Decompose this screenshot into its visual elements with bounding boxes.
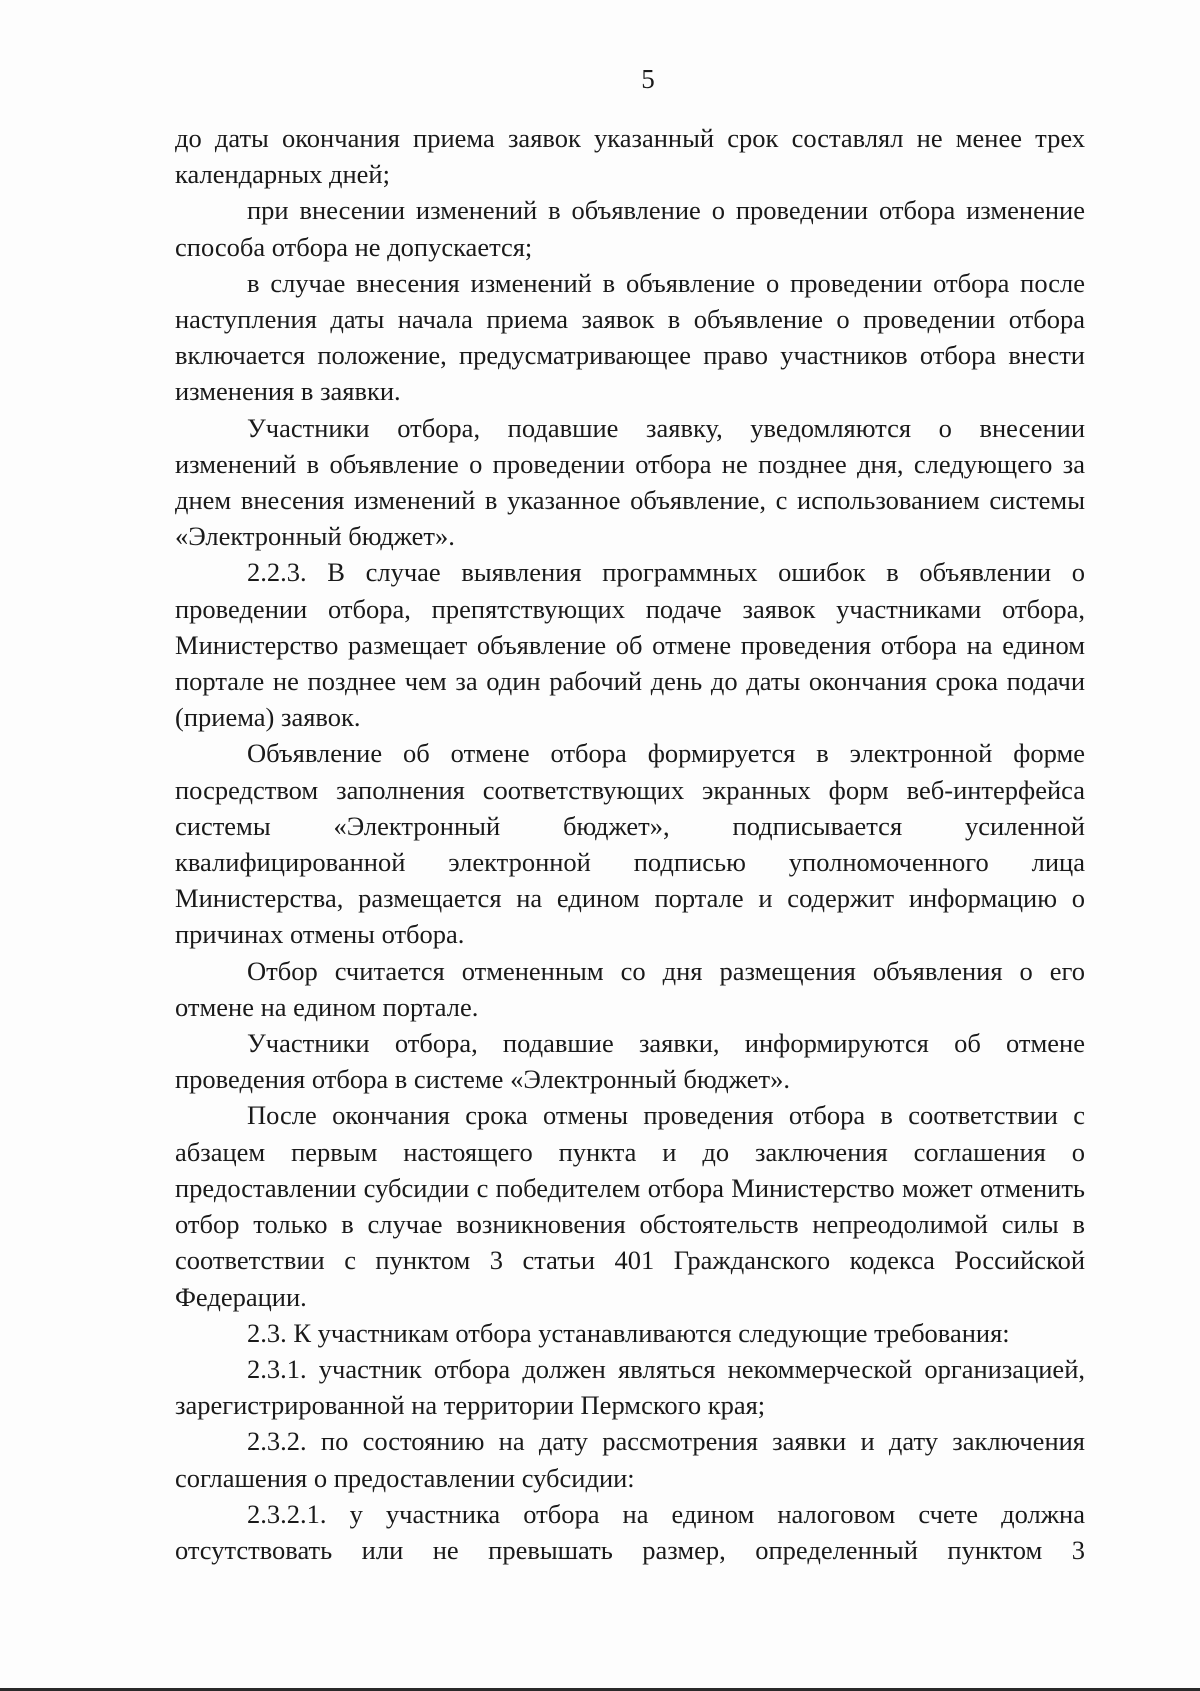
paragraph-10: 2.3. К участникам отбора устанавливаются следующие требования: bbox=[247, 1317, 1010, 1348]
paragraph-8: Участники отбора, подавшие заявки, информируются об отмене проведения отбора в системе «Электронный бюджет». bbox=[175, 1028, 1085, 1095]
paragraph-12: 2.3.2. по состоянию на дату рассмотрения заявки и дату заключения соглашения о предоставлении субсидии: bbox=[175, 1426, 1085, 1493]
paragraph-6: Объявление об отмене отбора формируется в электронной форме посредством заполнения соответствующих экранных форм веб-интерфейса системы «Электронный бюджет», подписывается усиленной квалифицированной электронной подписью уполномоченного лица Министерства, размещается на едином портале и содержит информацию о причинах отмены отбора. bbox=[175, 738, 1085, 950]
page-number: 5 bbox=[641, 64, 655, 94]
paragraph-9: После окончания срока отмены проведения отбора в соответствии с абзацем первым настоящего пункта и до заключения соглашения о предоставлении субсидии с победителем отбора Министерство может отменить отбор только в случае возникновения обстоятельств непреодолимой силы в соответствии с пунктом 3 статьи 401 Гражданского кодекса Российской Федерации. bbox=[175, 1100, 1085, 1312]
paragraph-11: 2.3.1. участник отбора должен являться некоммерческой организацией, зарегистрированной на территории Пермского края; bbox=[175, 1353, 1085, 1421]
paragraph-13: 2.3.2.1. у участника отбора на едином налоговом счете должна отсутствовать или не превышать размер, определенный пунктом 3 bbox=[175, 1498, 1085, 1565]
paragraph-4: Участники отбора, подавшие заявку, уведомляются о внесении изменений в объявление о проведении отбора не позднее дня, следующего за днем внесения изменений в указанное объявление, с использованием системы «Электронный бюджет». bbox=[175, 412, 1085, 552]
document-body bbox=[175, 120, 1085, 1568]
paragraph-3: в случае внесения изменений в объявление о проведении отбора после наступления даты начала приема заявок в объявление о проведении отбора включается положение, предусматривающее право участников отбора внести изменения в заявки. bbox=[175, 267, 1085, 407]
paragraph-5: 2.2.3. В случае выявления программных ошибок в объявлении о проведении отбора, препятствующих подаче заявок участниками отбора, Министерство размещает объявление об отмене проведения отбора на едином портале не позднее чем за один рабочий день до даты окончания срока подачи (приема) заявок. bbox=[175, 557, 1085, 733]
paragraph-1: до даты окончания приема заявок указанный срок составлял не менее трех календарных дней; bbox=[175, 123, 1085, 190]
paragraph-2: при внесении изменений в объявление о проведении отбора изменение способа отбора не допускается; bbox=[175, 195, 1085, 262]
paragraph-7: Отбор считается отмененным со дня размещения объявления о его отмене на едином портале. bbox=[175, 955, 1085, 1022]
